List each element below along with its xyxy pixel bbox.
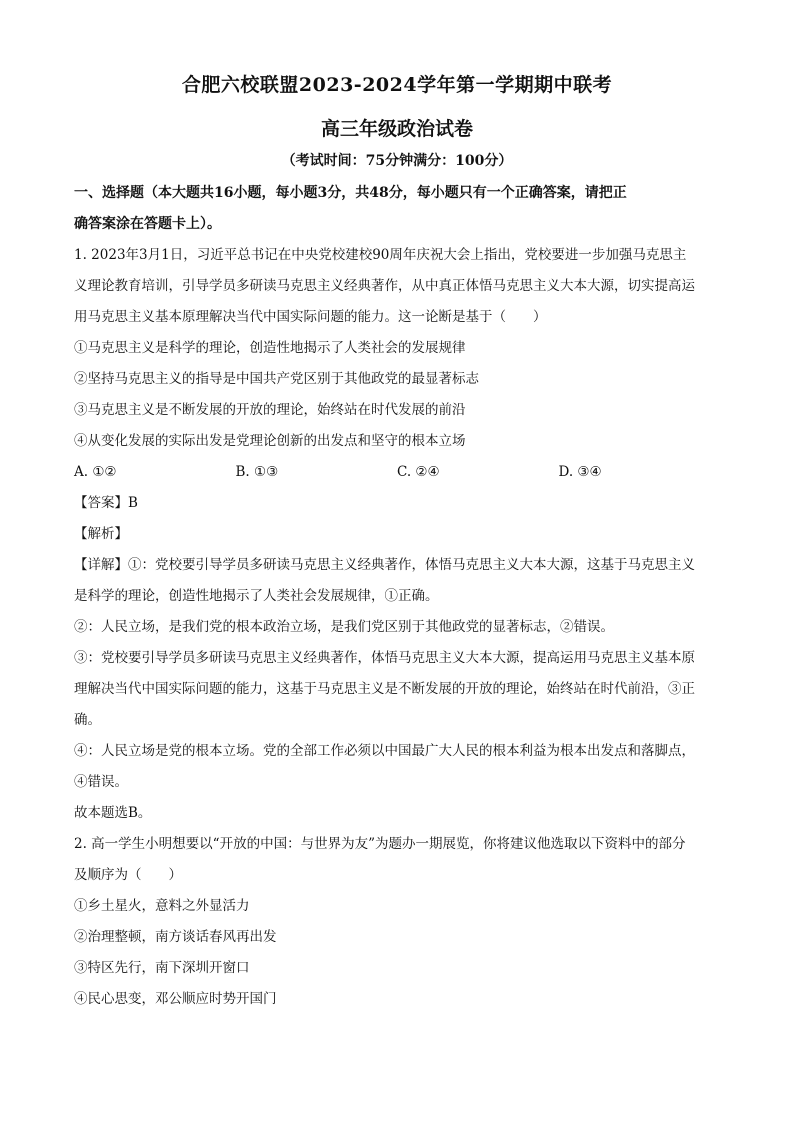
q1-analysis-label: 【解析】 xyxy=(74,526,128,542)
q1-stem: 用马克思主义基本原理解决当代中国实际问题的能力。这一论断是基于（ ） xyxy=(74,309,547,325)
q1-stem: 义理论教育培训，引导学员多研读马克思主义经典著作，从中真正体悟马克思主义大本大源，切实提高运 xyxy=(74,278,695,294)
q1-detail: ②：人民立场，是我们党的根本政治立场，是我们党区别于其他政党的显著标志，②错误。 xyxy=(74,619,614,635)
q1-detail: ③：党校要引导学员多研读马克思主义经典著作，体悟马克思主义大本大源，提高运用马克思主义基本原 xyxy=(74,650,695,666)
q1-detail: ④错误。 xyxy=(74,774,128,790)
exam-title: 合肥六校联盟2023-2024学年第一学期期中联考 xyxy=(181,74,613,96)
q1-detail: ④：人民立场是党的根本立场。党的全部工作必须以中国最广大人民的根本利益为根本出发点和落脚点， xyxy=(74,743,695,759)
q1-answer: 【答案】B xyxy=(74,495,138,511)
q2-statement: ④民心思变，邓公顺应时势开国门 xyxy=(74,991,277,1007)
q1-detail: 【详解】①：党校要引导学员多研读马克思主义经典著作，体悟马克思主义大本大源，这基于马克思主义 xyxy=(74,557,695,573)
q1-conclusion: 故本题选B。 xyxy=(74,805,152,821)
exam-content xyxy=(74,178,720,1015)
q1-options xyxy=(74,457,720,488)
q1-statement: ③马克思主义是不断发展的开放的理论，始终站在时代发展的前沿 xyxy=(74,402,466,418)
q2-statement: ③特区先行，南下深圳开窗口 xyxy=(74,960,250,976)
q1-stem: 1. 2023年3月1日，习近平总书记在中央党校建校90周年庆祝大会上指出，党校要进一步加强马克思主 xyxy=(74,247,687,263)
section-heading-cont: 确答案涂在答题卡上）。 xyxy=(74,216,221,232)
q1-statement: ②坚持马克思主义的指导是中国共产党区别于其他政党的最显著标志 xyxy=(74,371,479,387)
section-heading: 一、选择题（本大题共16小题，每小题3分，共48分，每小题只有一个正确答案，请把正 xyxy=(74,185,627,201)
q2-statement: ①乡土星火，意料之外显活力 xyxy=(74,898,250,914)
q2-stem: 及顺序为（ ） xyxy=(74,867,182,883)
q1-statement: ①马克思主义是科学的理论，创造性地揭示了人类社会的发展规律 xyxy=(74,340,466,356)
q1-option-b: B. ①③ xyxy=(235,464,279,480)
exam-subtitle: 高三年级政治试卷 xyxy=(320,118,473,140)
q1-option-a: A. ①② xyxy=(74,464,117,480)
q2-statement: ②治理整顿，南方谈话春风再出发 xyxy=(74,929,277,945)
q1-detail: 理解决当代中国实际问题的能力，这基于马克思主义是不断发展的开放的理论，始终站在时代前沿，③正 xyxy=(74,681,695,697)
exam-info: （考试时间：75分钟满分：100分） xyxy=(281,153,513,169)
q1-statement: ④从变化发展的实际出发是党理论创新的出发点和坚守的根本立场 xyxy=(74,433,466,449)
q1-detail: 确。 xyxy=(74,712,101,728)
q1-detail: 是科学的理论，创造性地揭示了人类社会发展规律，①正确。 xyxy=(74,588,439,604)
q1-option-c: C. ②④ xyxy=(397,464,440,480)
q2-stem: 2. 高一学生小明想要以“开放的中国：与世界为友”为题办一期展览，你将建议他选取以下资料中的部分 xyxy=(74,836,686,852)
q1-option-d: D. ③④ xyxy=(558,464,602,480)
